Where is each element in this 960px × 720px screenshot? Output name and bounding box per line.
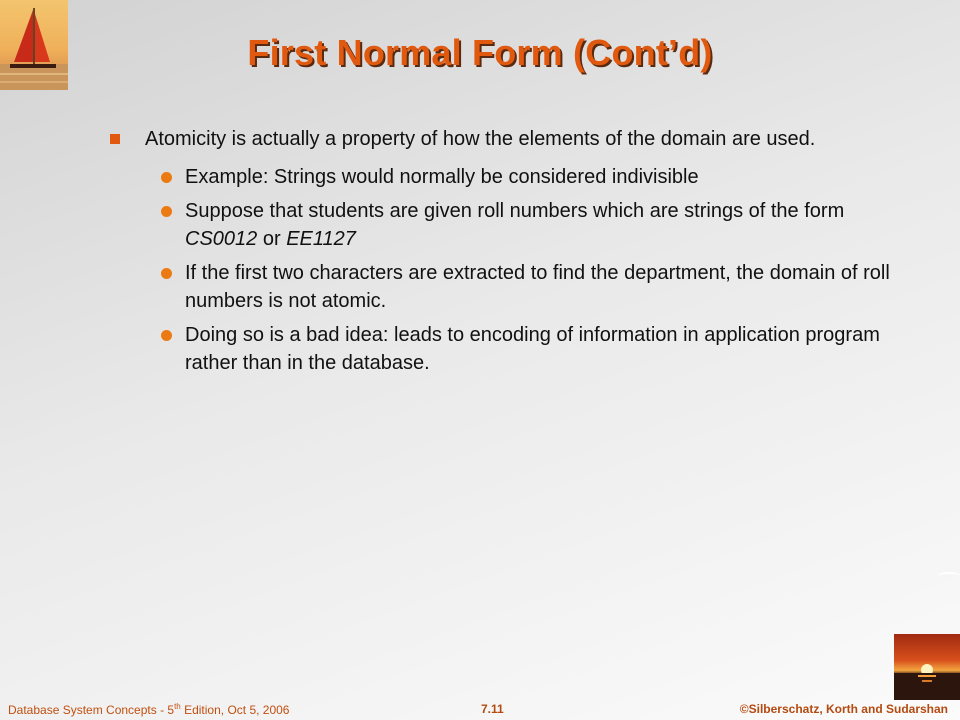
slide-number: 7.11 bbox=[481, 702, 504, 716]
slide-title: First Normal Form (Cont’d) bbox=[247, 32, 713, 73]
sub-bullet-conjunction: or bbox=[257, 228, 287, 250]
sub-bullet-extraction bbox=[108, 259, 898, 315]
decorative-wave bbox=[938, 572, 960, 580]
bullet-atomicity bbox=[108, 125, 898, 153]
footer-copyright: ©Silberschatz, Korth and Sudarshan bbox=[739, 702, 948, 716]
sub-bullet-roll-numbers bbox=[108, 197, 898, 253]
sunset-logo bbox=[894, 634, 960, 700]
square-bullet-icon bbox=[110, 134, 120, 144]
slide-content bbox=[108, 125, 898, 383]
sub-bullet-text: Doing so is a bad idea: leads to encoding of information in application program rather than in the database. bbox=[185, 324, 880, 374]
sub-bullet-text: Suppose that students are given roll numbers which are strings of the form bbox=[185, 200, 845, 222]
example-code-1: CS0012 bbox=[185, 228, 258, 250]
round-bullet-icon bbox=[161, 172, 172, 183]
round-bullet-icon bbox=[161, 330, 172, 341]
sub-bullet-bad-idea bbox=[108, 321, 898, 377]
slide-footer bbox=[0, 700, 960, 720]
footer-book-info: Database System Concepts - 5th Edition, Oct 5, 2006 bbox=[8, 702, 290, 717]
round-bullet-icon bbox=[161, 268, 172, 279]
sub-bullet-text: Example: Strings would normally be considered indivisible bbox=[185, 166, 699, 188]
bullet-text: Atomicity is actually a property of how the elements of the domain are used. bbox=[145, 128, 816, 150]
round-bullet-icon bbox=[161, 206, 172, 217]
example-code-2: EE1127 bbox=[286, 228, 356, 250]
sub-bullet-text: If the first two characters are extracted to find the department, the domain of roll numbers is not atomic. bbox=[185, 262, 890, 312]
sub-bullet-example bbox=[108, 163, 898, 191]
